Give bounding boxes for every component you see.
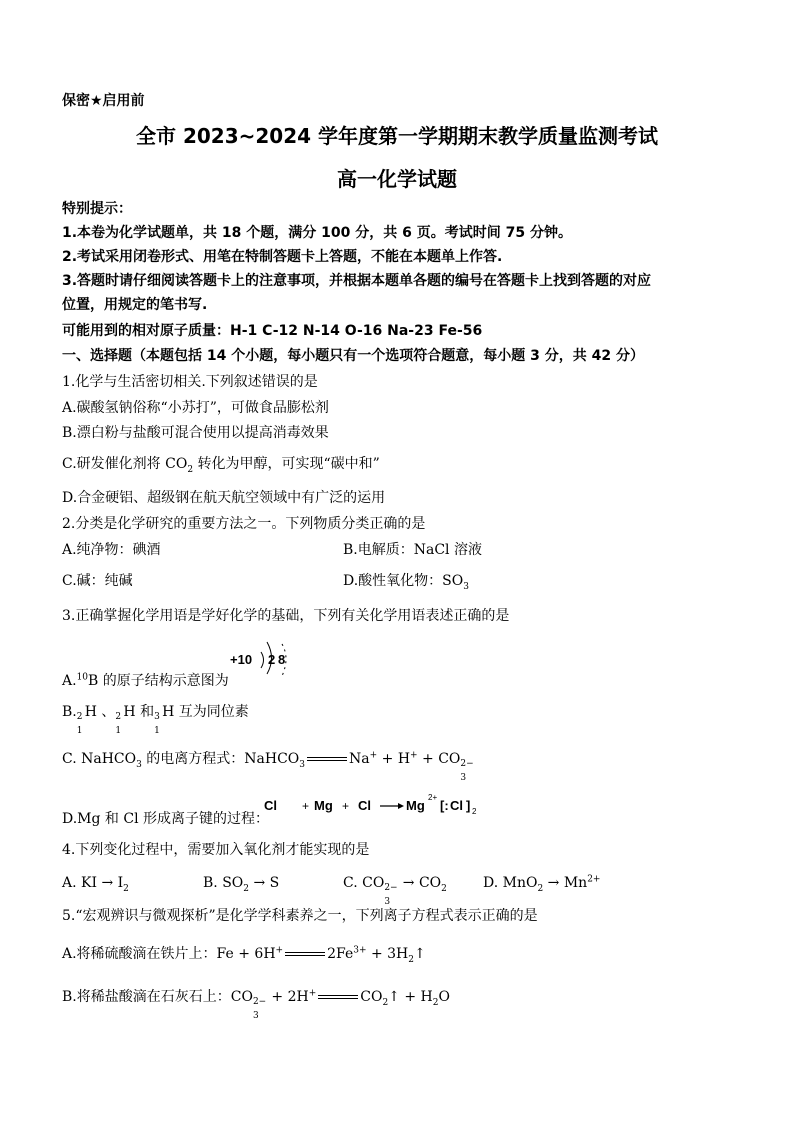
q2-option-b: B.电解质：NaCl 溶液	[343, 542, 482, 558]
q5-b-sub3: 2	[432, 997, 439, 1008]
q3-b-text3: H 互为同位素	[162, 704, 249, 720]
q5-a-mid: 2Fe	[327, 946, 354, 962]
q3-b-text2: H 和	[123, 704, 155, 720]
q3-b-text1: H 、	[84, 704, 116, 720]
q3-b-h2-sub: 1	[115, 726, 122, 736]
q4-c-sub: 3	[384, 897, 391, 907]
q3-c-mid: 的电离方程式：NaHCO	[141, 751, 300, 767]
q1-c-post: 转化为甲醇，可实现“碳中和”	[193, 456, 380, 472]
q5-b-mid: + 2H	[266, 989, 309, 1005]
mg-ion-charge: 2+	[428, 793, 438, 802]
plus-sign-1: +	[302, 799, 310, 813]
gas-arrow-icon: ↑	[388, 989, 400, 1005]
q4-option-c	[343, 874, 447, 907]
q5-b-end: + H	[399, 989, 433, 1005]
q5-stem: 5.“宏观辨识与微观探析”是化学学科素养之一，下列离子方程式表示正确的是	[62, 908, 538, 924]
notice-heading: 特别提示：	[62, 201, 132, 217]
q3-stem: 3.正确掌握化学用语是学好化学的基础，下列有关化学用语表述正确的是	[62, 608, 510, 624]
q3-c-pre: C. NaHCO	[62, 751, 137, 767]
q5-option-b	[62, 988, 450, 1021]
q1-stem: 1.化学与生活密切相关.下列叙述错误的是	[62, 374, 318, 390]
confidential-label: 保密★启用前	[62, 93, 145, 109]
q3-option-c	[62, 750, 474, 783]
equals-sign	[318, 995, 358, 999]
q1-c-pre: C.研发催化剂将 CO	[62, 456, 188, 472]
q3-c-h-sup: +	[410, 750, 418, 761]
q5-a-text: A.将稀硫酸滴在铁片上：Fe + 6H	[62, 946, 276, 962]
q4-d-sup: 2+	[587, 874, 601, 885]
q5-option-a	[62, 945, 426, 963]
q3-c-sub2: 3	[299, 759, 306, 770]
notice-item-3-cont: 位置，用规定的笔书写.	[62, 297, 208, 313]
q4-c-pre: C. CO	[343, 875, 385, 891]
q4-option-d	[483, 874, 600, 892]
q3-c-co3: + CO	[417, 751, 461, 767]
cl-ion-bracket: ]	[466, 798, 471, 813]
q3-b-h2-sup: 2	[115, 712, 122, 722]
q1-option-b: B.漂白粉与盐酸可混合使用以提高消毒效果	[62, 425, 329, 441]
q2-d-pre: D.酸性氧化物：SO	[343, 573, 464, 589]
notice-item-2: 2.考试采用闭卷形式、用笔在特制答题卡上答题，不能在本题单上作答.	[62, 249, 503, 265]
q3-b-h1-sub: 1	[76, 726, 83, 736]
q5-b-sub1: 3	[252, 1011, 259, 1021]
equals-sign	[307, 757, 347, 761]
q3-option-b	[62, 703, 249, 736]
equals-sign	[285, 952, 325, 956]
q3-b-h3-sup: 3	[154, 712, 160, 722]
q5-b-text: B.将稀盐酸滴在石灰石上：CO	[62, 989, 253, 1005]
plus-sign-2: +	[342, 799, 350, 813]
q4-b-post: → S	[249, 875, 280, 891]
q3-option-a	[62, 672, 229, 690]
q2-stem: 2.分类是化学研究的重要方法之一。下列物质分类正确的是	[62, 516, 426, 532]
q2-option-d	[343, 572, 469, 590]
diagram-nucleus-arc	[261, 652, 264, 668]
diagram-shell1: 2	[268, 652, 276, 667]
notice-item-1: 1.本卷为化学试题单，共 18 个题，满分 100 分，共 6 页。考试时间 75 分钟。	[62, 225, 572, 241]
q2-option-c: C.碱：纯碱	[62, 573, 133, 589]
section1-heading: 一、选择题（本题包括 14 个小题，每小题只有一个选项符合题意，每小题 3 分，共 42 分）	[62, 348, 644, 364]
q4-a-pre: A. KI → I	[62, 875, 124, 891]
q5-a-end: + 3H	[366, 946, 409, 962]
q5-b-prod: CO	[360, 989, 383, 1005]
q1-c-sub: 2	[187, 464, 194, 475]
q1-option-c	[62, 455, 380, 473]
electron-dot-mg: Mg	[314, 798, 333, 813]
q3-b-pre: B.	[62, 704, 77, 720]
q5-a-sup1: +	[275, 945, 284, 956]
diagram-nucleus: +10	[230, 652, 253, 667]
electron-dot-cl-2: Cl	[358, 798, 371, 813]
q5-b-sub2: 2	[382, 997, 389, 1008]
exam-subtitle: 高一化学试题	[337, 167, 457, 191]
q4-c-post: → CO	[398, 875, 442, 891]
mg-ion: Mg	[406, 798, 425, 813]
q4-option-a	[62, 874, 129, 892]
q3-b-h1-sup: 2	[76, 712, 83, 722]
gas-arrow-icon: ↑	[414, 946, 426, 962]
q4-c-sup: 2−	[384, 883, 398, 893]
q3-c-h: + H	[377, 751, 411, 767]
q4-d-pre: D. MnO	[483, 875, 538, 891]
q4-d-sub: 2	[537, 883, 544, 894]
q3-b-h3-sub: 1	[154, 726, 160, 736]
q3-option-d: D.Mg 和 Cl 形成离子键的过程：	[62, 811, 270, 827]
q4-stem: 4.下列变化过程中，需要加入氧化剂才能实现的是	[62, 842, 370, 858]
q3-c-na: Na	[349, 751, 370, 767]
q3-c-co3-sup: 2−	[460, 759, 474, 769]
q3-a-pre: A.	[62, 673, 77, 689]
q5-b-sup1: 2−	[252, 997, 267, 1007]
q1-option-a: A.碳酸氢钠俗称“小苏打”，可做食品膨松剂	[62, 400, 329, 416]
q5-a-sub: 2	[408, 954, 414, 965]
atomic-masses: 可能用到的相对原子质量：H-1 C-12 N-14 O-16 Na-23 Fe-56	[62, 323, 483, 339]
q3-a-sup: 10	[76, 672, 89, 683]
q4-b-pre: B. SO	[203, 875, 244, 891]
q4-a-sub: 2	[123, 883, 129, 894]
diagram-shell2: 8	[278, 652, 286, 667]
q3-a-post: B 的原子结构示意图为	[88, 673, 229, 689]
q5-b-end2: O	[438, 989, 450, 1005]
atom-structure-diagram	[228, 636, 308, 686]
cl-ion-symbol: Cl	[450, 798, 463, 813]
q2-option-a: A.纯净物：碘酒	[62, 542, 161, 558]
q4-b-sub: 2	[243, 883, 249, 894]
notice-item-3: 3.答题时请仔细阅读答题卡上的注意事项，并根据本题单各题的编号在答题卡上找到答题的对应	[62, 273, 652, 289]
reaction-arrow-head	[398, 803, 404, 809]
exam-title: 全市 2023~2024 学年度第一学期期末教学质量监测考试	[135, 124, 658, 148]
q5-a-sup2: 3+	[353, 945, 367, 956]
cl-ion-count: 2	[472, 807, 477, 816]
q5-b-sup2: +	[308, 988, 317, 999]
q3-c-co3-sub: 3	[460, 773, 467, 783]
electron-dot-cl-1: Cl	[264, 798, 277, 813]
q1-option-d: D.合金硬铝、超级钢在航天航空领域中有广泛的运用	[62, 490, 386, 506]
q3-c-sub: 3	[136, 759, 142, 770]
q4-d-post: → Mn	[543, 875, 588, 891]
q2-d-sub: 3	[463, 581, 469, 592]
q3-c-na-sup: +	[369, 750, 378, 761]
cl-ion: [:	[440, 798, 449, 813]
q4-option-b	[203, 874, 279, 892]
ionic-bond-formation-diagram	[258, 788, 478, 822]
q4-c-sub2: 2	[441, 883, 447, 894]
